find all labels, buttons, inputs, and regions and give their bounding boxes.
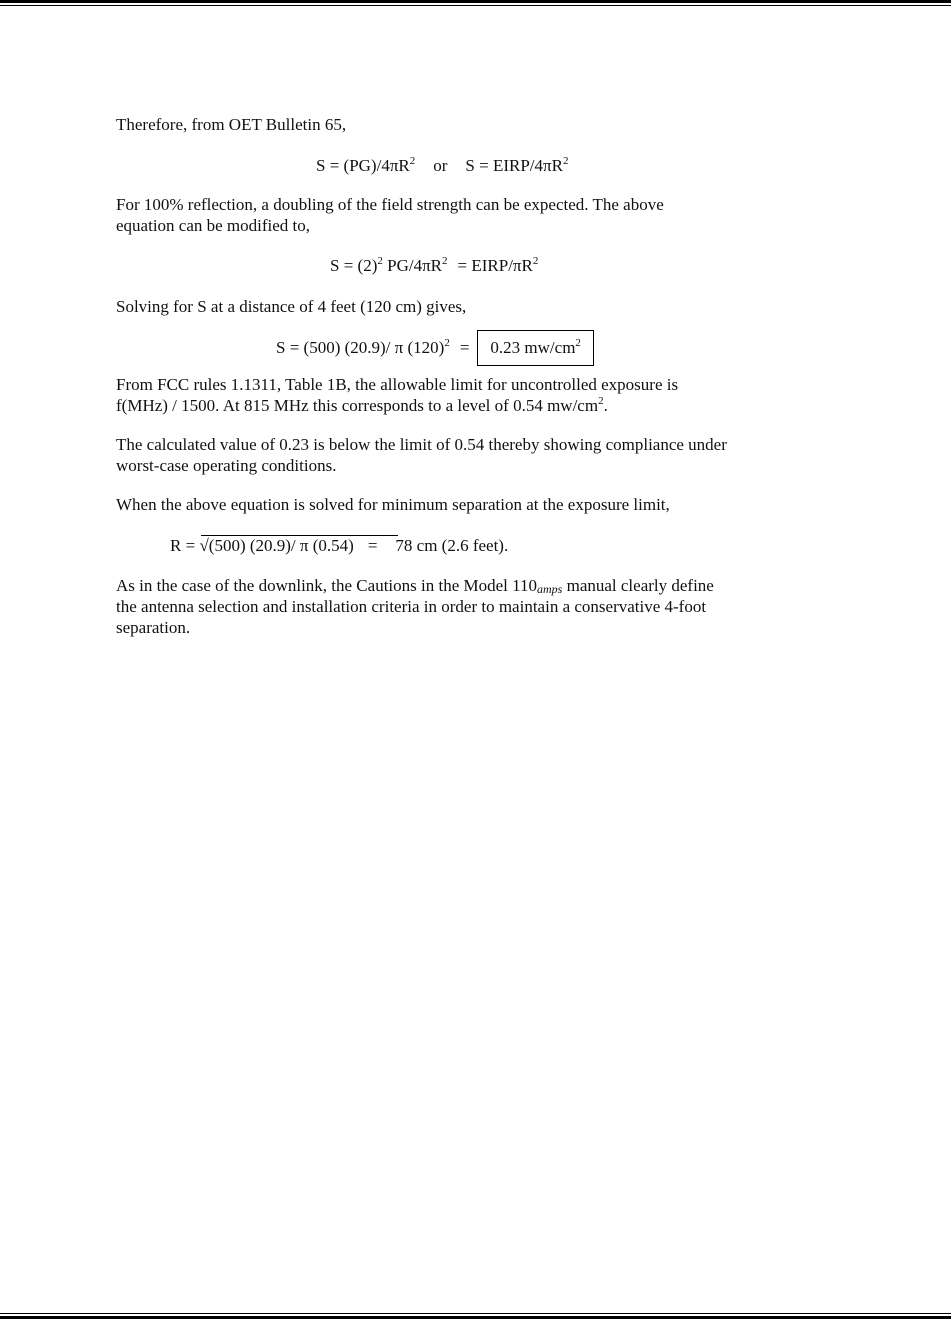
top-border-rule (0, 0, 951, 6)
fcc-paragraph-line2: f(MHz) / 1500. At 815 MHz this corresponds to a level of 0.54 $mw/cm^2$. (116, 395, 608, 415)
reflection-paragraph-line1: For 100% reflection, a doubling of the field strength can be expected. The above (116, 195, 664, 214)
compliance-paragraph-line2: worst-case operating conditions. (116, 456, 337, 475)
compliance-paragraph-line1: The calculated value of 0.23 is below the limit of 0.54 thereby showing compliance under (116, 435, 727, 454)
bottom-border-rule (0, 1313, 951, 1319)
eq1-right: S = EIRP/4πR (465, 156, 563, 175)
eq1-or: or (433, 156, 448, 175)
fcc-paragraph-line1: From FCC rules 1.1311, Table 1B, the allowable limit for uncontrolled exposure is (116, 375, 679, 394)
equation-solved-s: S = (500) (20.9)/ π $(120)^2 = 0.23$ $mw/cm^2$ (276, 330, 594, 366)
equation-reflection: $S = (2)^2$ $PG/4\pi R^2$ = EIRP/$\pi R^2$ (330, 255, 539, 275)
square-root: √(500) (20.9)/ π (0.54) (199, 536, 353, 555)
separation-paragraph: When the above equation is solved for minimum separation at the exposure limit, (116, 495, 670, 514)
cautions-paragraph-line2: the antenna selection and installation criteria in order to maintain a conservative 4-foot (116, 597, 707, 616)
intro-paragraph: Therefore, from OET Bulletin 65, (116, 115, 347, 134)
equation-power-density: $S = (PG)/4\pi R^2$ or S = EIRP/$4\pi R^2$ (316, 155, 569, 175)
eq1-left: S = (PG)/4πR (316, 156, 410, 175)
equation-min-separation: R = √(500) (20.9)/ π (0.54) = 78 cm (2.6 feet). (170, 536, 509, 555)
cautions-paragraph-line3: separation. (116, 618, 191, 637)
cautions-paragraph-line1: As in the case of the downlink, the Cautions in the Model $110_{amps}$ manual clearly define (116, 576, 714, 596)
result-box: 0.23 $mw/cm^2$ (477, 330, 594, 366)
solving-paragraph: Solving for S at a distance of 4 feet (120 cm) gives, (116, 297, 467, 316)
reflection-paragraph-line2: equation can be modified to, (116, 216, 311, 235)
